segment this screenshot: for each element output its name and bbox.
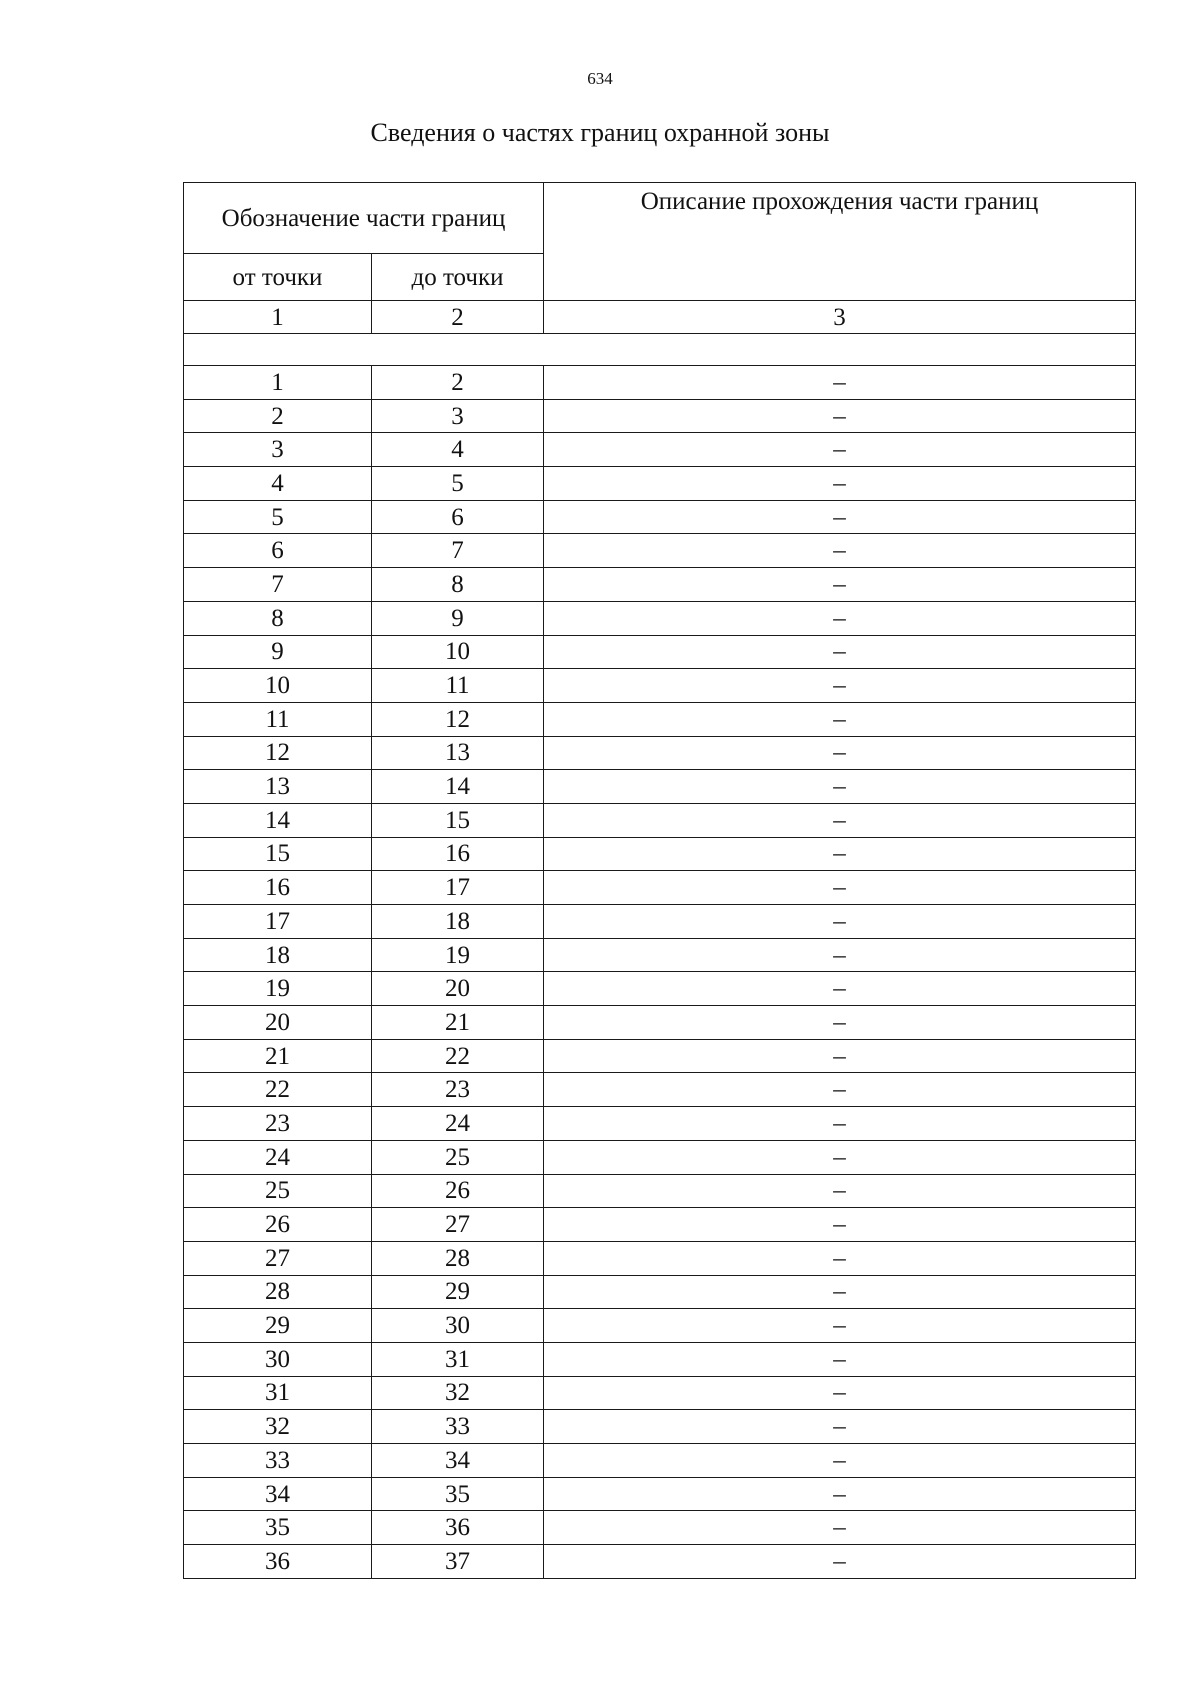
table-row <box>184 1006 1136 1040</box>
table-row <box>184 601 1136 635</box>
to-point-cell: 30 <box>372 1309 544 1343</box>
table-row <box>184 433 1136 467</box>
description-cell: – <box>544 1511 1136 1545</box>
table-row <box>184 770 1136 804</box>
from-point-cell: 34 <box>184 1477 372 1511</box>
description-cell: – <box>544 433 1136 467</box>
description-cell: – <box>544 905 1136 939</box>
to-point-cell: 11 <box>372 669 544 703</box>
description-cell: – <box>544 1410 1136 1444</box>
from-point-cell: 30 <box>184 1342 372 1376</box>
description-cell: – <box>544 1039 1136 1073</box>
from-point-cell: 11 <box>184 702 372 736</box>
designation-header: Обозначение части границ <box>184 183 544 254</box>
to-point-cell: 2 <box>372 366 544 400</box>
from-point-cell: 25 <box>184 1174 372 1208</box>
from-point-cell: 2 <box>184 399 372 433</box>
to-point-cell: 20 <box>372 972 544 1006</box>
description-cell: – <box>544 1073 1136 1107</box>
from-point-cell: 31 <box>184 1376 372 1410</box>
from-point-cell: 18 <box>184 938 372 972</box>
description-cell: – <box>544 1174 1136 1208</box>
to-point-cell: 34 <box>372 1444 544 1478</box>
to-point-header: до точки <box>372 254 544 301</box>
table-header-row <box>184 183 1136 254</box>
table-row <box>184 568 1136 602</box>
to-point-cell: 8 <box>372 568 544 602</box>
table-row <box>184 972 1136 1006</box>
to-point-cell: 16 <box>372 837 544 871</box>
from-point-cell: 26 <box>184 1208 372 1242</box>
from-point-cell: 16 <box>184 871 372 905</box>
description-cell: – <box>544 1275 1136 1309</box>
from-point-cell: 5 <box>184 500 372 534</box>
from-point-cell: 29 <box>184 1309 372 1343</box>
table-row <box>184 803 1136 837</box>
to-point-cell: 6 <box>372 500 544 534</box>
to-point-cell: 9 <box>372 601 544 635</box>
table-row <box>184 366 1136 400</box>
to-point-cell: 18 <box>372 905 544 939</box>
table-row <box>184 1410 1136 1444</box>
description-cell: – <box>544 837 1136 871</box>
from-point-cell: 21 <box>184 1039 372 1073</box>
description-cell: – <box>544 399 1136 433</box>
to-point-cell: 12 <box>372 702 544 736</box>
from-point-cell: 22 <box>184 1073 372 1107</box>
from-point-cell: 33 <box>184 1444 372 1478</box>
from-point-cell: 1 <box>184 366 372 400</box>
column-number: 1 <box>184 301 372 334</box>
description-cell: – <box>544 1376 1136 1410</box>
from-point-cell: 17 <box>184 905 372 939</box>
to-point-cell: 17 <box>372 871 544 905</box>
to-point-cell: 7 <box>372 534 544 568</box>
to-point-cell: 19 <box>372 938 544 972</box>
description-cell: – <box>544 1309 1136 1343</box>
to-point-cell: 35 <box>372 1477 544 1511</box>
table-row <box>184 399 1136 433</box>
description-cell: – <box>544 770 1136 804</box>
to-point-cell: 37 <box>372 1545 544 1579</box>
column-number: 3 <box>544 301 1136 334</box>
to-point-cell: 5 <box>372 467 544 501</box>
to-point-cell: 29 <box>372 1275 544 1309</box>
to-point-cell: 21 <box>372 1006 544 1040</box>
description-cell: – <box>544 467 1136 501</box>
page-title: Сведения о частях границ охранной зоны <box>370 118 830 147</box>
from-point-cell: 6 <box>184 534 372 568</box>
description-cell: – <box>544 500 1136 534</box>
from-point-cell: 7 <box>184 568 372 602</box>
description-cell: – <box>544 1342 1136 1376</box>
to-point-cell: 15 <box>372 803 544 837</box>
section-blank-cell <box>184 334 1136 366</box>
from-point-cell: 8 <box>184 601 372 635</box>
table-row <box>184 1275 1136 1309</box>
table-row <box>184 1140 1136 1174</box>
from-point-cell: 36 <box>184 1545 372 1579</box>
page-number: 634 <box>587 69 613 88</box>
to-point-cell: 32 <box>372 1376 544 1410</box>
to-point-cell: 22 <box>372 1039 544 1073</box>
from-point-cell: 13 <box>184 770 372 804</box>
table-row <box>184 467 1136 501</box>
description-cell: – <box>544 534 1136 568</box>
description-cell: – <box>544 635 1136 669</box>
table-row <box>184 1511 1136 1545</box>
from-point-header: от точки <box>184 254 372 301</box>
table-row <box>184 534 1136 568</box>
to-point-cell: 27 <box>372 1208 544 1242</box>
to-point-cell: 14 <box>372 770 544 804</box>
from-point-cell: 19 <box>184 972 372 1006</box>
description-cell: – <box>544 669 1136 703</box>
from-point-cell: 15 <box>184 837 372 871</box>
to-point-cell: 26 <box>372 1174 544 1208</box>
description-cell: – <box>544 1477 1136 1511</box>
table-row <box>184 1342 1136 1376</box>
to-point-cell: 33 <box>372 1410 544 1444</box>
description-cell: – <box>544 736 1136 770</box>
description-cell: – <box>544 1545 1136 1579</box>
description-cell: – <box>544 1208 1136 1242</box>
column-number: 2 <box>372 301 544 334</box>
to-point-cell: 10 <box>372 635 544 669</box>
description-header: Описание прохождения части границ <box>544 183 1136 301</box>
from-point-cell: 24 <box>184 1140 372 1174</box>
boundary-parts-table <box>183 182 1136 1579</box>
table-row <box>184 635 1136 669</box>
from-point-cell: 20 <box>184 1006 372 1040</box>
table-row <box>184 1545 1136 1579</box>
description-cell: – <box>544 1444 1136 1478</box>
table-row <box>184 1376 1136 1410</box>
column-number-row <box>184 301 1136 334</box>
from-point-cell: 3 <box>184 433 372 467</box>
section-blank-row <box>184 334 1136 366</box>
to-point-cell: 25 <box>372 1140 544 1174</box>
to-point-cell: 36 <box>372 1511 544 1545</box>
from-point-cell: 32 <box>184 1410 372 1444</box>
description-cell: – <box>544 938 1136 972</box>
description-cell: – <box>544 972 1136 1006</box>
description-cell: – <box>544 1006 1136 1040</box>
table-row <box>184 837 1136 871</box>
from-point-cell: 27 <box>184 1241 372 1275</box>
to-point-cell: 28 <box>372 1241 544 1275</box>
table-row <box>184 1477 1136 1511</box>
from-point-cell: 9 <box>184 635 372 669</box>
description-cell: – <box>544 601 1136 635</box>
table-row <box>184 938 1136 972</box>
from-point-cell: 10 <box>184 669 372 703</box>
table-row <box>184 500 1136 534</box>
from-point-cell: 23 <box>184 1107 372 1141</box>
from-point-cell: 14 <box>184 803 372 837</box>
table-row <box>184 1073 1136 1107</box>
table-row <box>184 1309 1136 1343</box>
to-point-cell: 31 <box>372 1342 544 1376</box>
description-cell: – <box>544 568 1136 602</box>
to-point-cell: 13 <box>372 736 544 770</box>
to-point-cell: 3 <box>372 399 544 433</box>
to-point-cell: 4 <box>372 433 544 467</box>
description-cell: – <box>544 871 1136 905</box>
from-point-cell: 4 <box>184 467 372 501</box>
table-row <box>184 1174 1136 1208</box>
table-row <box>184 905 1136 939</box>
table-row <box>184 1039 1136 1073</box>
to-point-cell: 23 <box>372 1073 544 1107</box>
from-point-cell: 28 <box>184 1275 372 1309</box>
table-row <box>184 1208 1136 1242</box>
table-row <box>184 871 1136 905</box>
to-point-cell: 24 <box>372 1107 544 1141</box>
table-row <box>184 1107 1136 1141</box>
from-point-cell: 12 <box>184 736 372 770</box>
from-point-cell: 35 <box>184 1511 372 1545</box>
description-cell: – <box>544 803 1136 837</box>
table-row <box>184 669 1136 703</box>
description-cell: – <box>544 1241 1136 1275</box>
table-row <box>184 702 1136 736</box>
description-cell: – <box>544 1140 1136 1174</box>
description-cell: – <box>544 702 1136 736</box>
description-cell: – <box>544 1107 1136 1141</box>
table-row <box>184 1241 1136 1275</box>
description-cell: – <box>544 366 1136 400</box>
table-row <box>184 736 1136 770</box>
table-row <box>184 1444 1136 1478</box>
